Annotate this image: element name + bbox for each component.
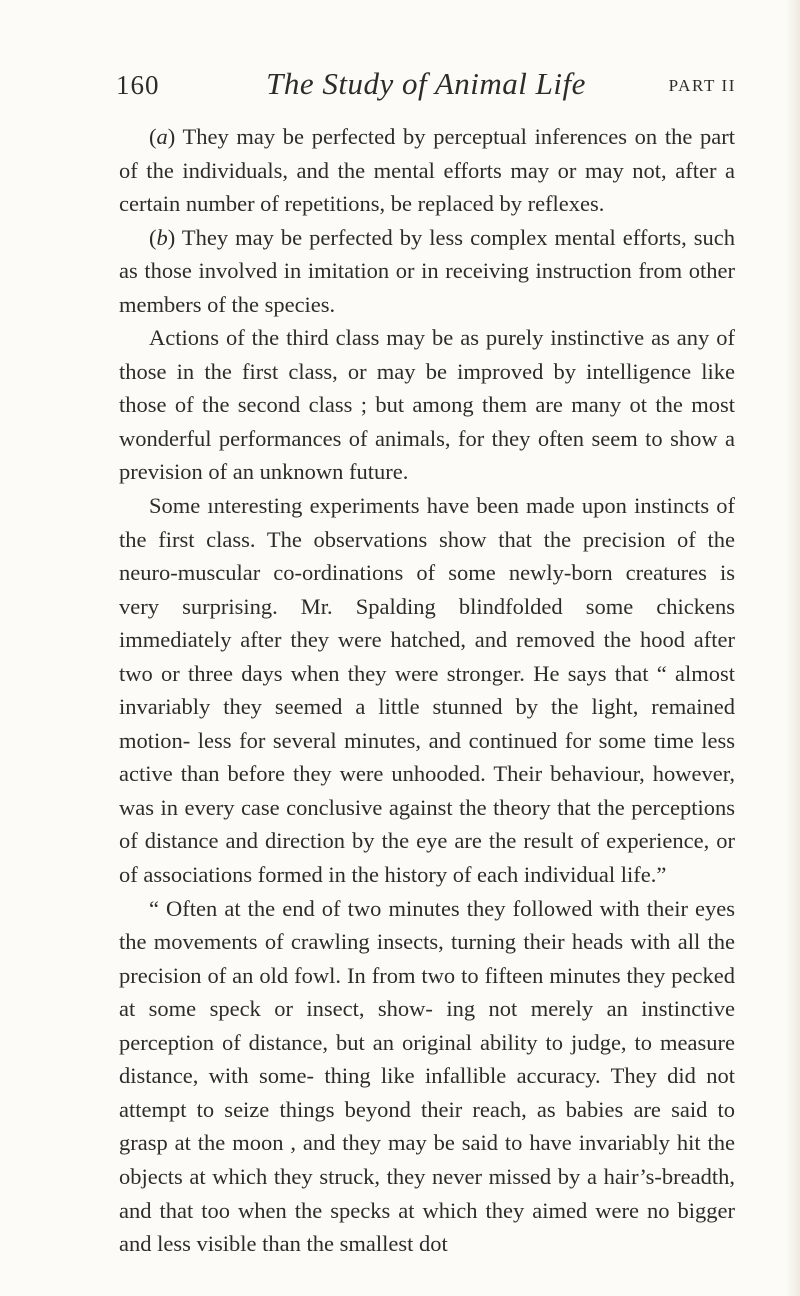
paren-open: (	[149, 124, 157, 149]
paragraph-a-text: They may be perfected by perceptual inferences on the part of the individuals, and the mental efforts may or may not, after a certain number of repetitions, be replaced by reflexes.	[119, 124, 735, 217]
body-text	[119, 120, 735, 1261]
paragraph-quotation: “ Often at the end of two minutes they followed with their eyes the movements of crawling insects, turning their heads with all the precision of an old fowl. In from two to fifteen minutes they pecked at some speck or insect, show- ing not merely an instinctive perception of distance, but an original ability to judge, to measure distance, with some- thing like infallible accuracy. They did not attempt to seize things beyond their reach, as babies are said to grasp at the moon , and they may be said to have invariably hit the objects at which they struck, they never missed by a hair’s-breadth, and that too when the specks at which they aimed were no bigger and less visible than the smallest dot	[119, 895, 735, 1257]
paragraph-experiments: Some ınteresting experiments have been made upon instincts of the first class. The observations show that the precision of the neuro-muscular co-ordinations of some newly-born creatures is very surprising. Mr. Spalding blindfolded some chickens immediately after they were hatched, and removed the hood after two or three days when they were stronger. He says that “ almost invariably they seemed a little stunned by the light, remained motion- less for several minutes, and continued for some time less active than before they were unhooded. Their behaviour, however, was in every case conclusive against the theory that the perceptions of distance and direction by the eye are the result of experience, or of associations formed in the history of each individual life.”	[119, 493, 735, 888]
page-edge-shadow	[786, 0, 800, 1296]
running-header	[116, 66, 736, 110]
running-title: The Study of Animal Life	[266, 66, 586, 101]
paren-close: )	[167, 124, 176, 149]
item-marker-a: a	[156, 124, 168, 149]
page-number: 160	[116, 70, 160, 100]
paren-close: )	[167, 224, 176, 250]
paragraph-b-text: They may be perfected by less complex mental efforts, such as those involved in imitation or in receiving instruction from other members of the species.	[119, 224, 735, 317]
paragraph-a	[119, 120, 735, 221]
item-marker-b: b	[156, 224, 168, 250]
paragraph-b	[119, 221, 735, 322]
paren-open: (	[149, 224, 157, 250]
part-label: PART II	[668, 76, 736, 95]
paragraph-third-class: Actions of the third class may be as purely instinctive as any of those in the first class, or may be improved by intelligence like those of the second class ; but among them are many ot the most wonderful performances of animals, for they often seem to show a prevision of an unknown future.	[119, 325, 735, 485]
